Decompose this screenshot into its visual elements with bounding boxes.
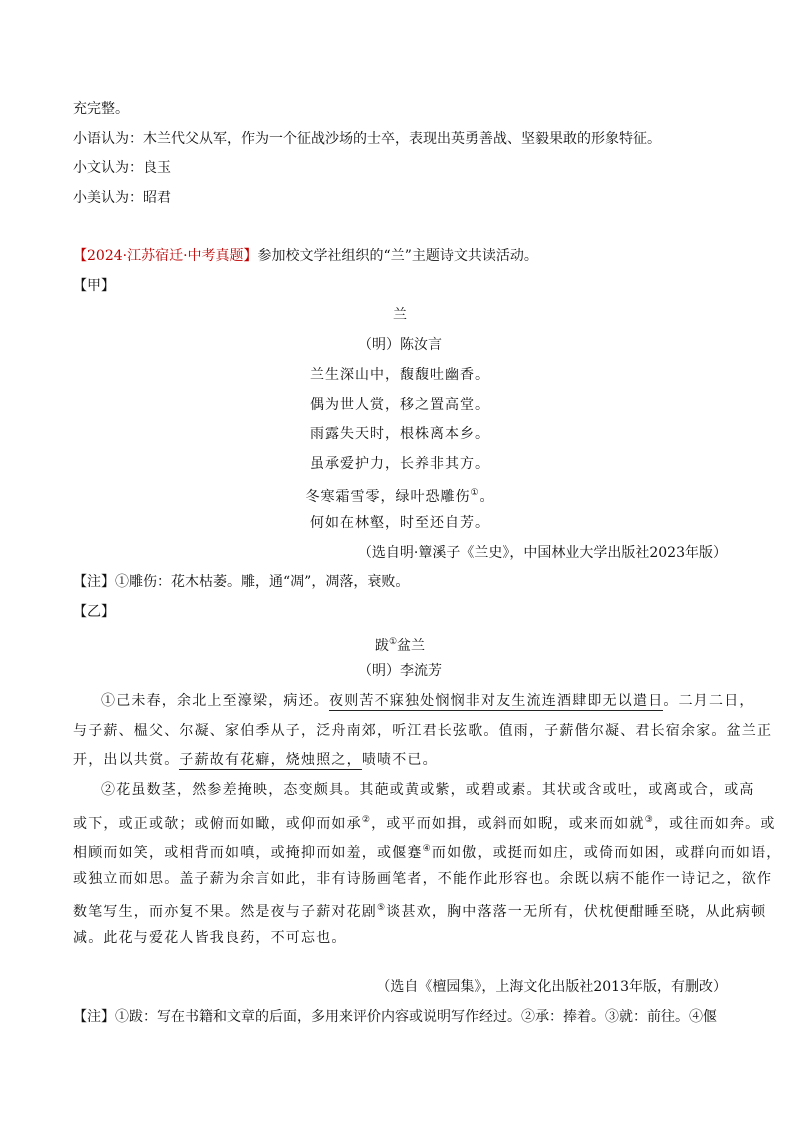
jia-note: 【注】①雕伤：花木枯萎。雕，通“凋”，凋落，衰败。 — [73, 574, 410, 590]
question-line — [73, 247, 538, 265]
intro-line-4: 小美认为：昭君 — [73, 190, 171, 206]
yi-p2-line-6: 减。此花与爱花人皆我良药，不可忘也。 — [73, 930, 347, 946]
yi-title-b: 盆兰 — [397, 638, 426, 654]
yi-title — [0, 633, 800, 655]
note-marker: ① — [388, 637, 398, 647]
yi-p2-line-1: ②花虽数茎，然参差掩映，态变颇具。其葩或黄或紫，或碧或素。其状或含或吐，或离或合，或高 — [101, 782, 755, 798]
jia-source: （选自明·簟溪子《兰史》，中国林业大学出版社2023年版） — [357, 545, 727, 561]
question-source-tag: 【2024·江苏宿迁·中考真题】 — [73, 248, 258, 264]
jia-poem-line-5 — [240, 484, 560, 506]
yi-author: （明）李流芳 — [358, 663, 442, 679]
yi-p2-text: ，或往而如奔。或 — [653, 816, 776, 832]
yi-p2-text: ，或平而如揖，或斜而如睨，或来而如就 — [371, 816, 645, 832]
yi-p1-line-3 — [73, 751, 729, 769]
jia-poem-line-4: 虽承爱护力，长养非其方。 — [310, 456, 490, 472]
yi-p2-line-5 — [73, 899, 767, 921]
underlined-sentence: 夜则苦不寐独处悯悯非对友生流连酒肆即无以遣日 — [329, 693, 664, 709]
yi-title-a: 跋 — [374, 638, 389, 654]
yi-p2-text: 或下，或正或欹；或俯而如瞰，或仰而如承 — [73, 816, 362, 832]
yi-p1-line-2: 与子薪、榅父、尔凝、家伯季从子，泛舟南郊，听江君长弦歌。值雨，子薪偕尔凝、君长宿余家。盆兰正 — [73, 723, 773, 739]
jia-poem-title: 兰 — [393, 307, 407, 323]
yi-p1-text-end: 啧啧不已。 — [361, 752, 438, 768]
yi-p2-text: 而如傲，或挺而如庄，或倚而如困，或群向而如语， — [431, 845, 782, 861]
yi-label: 【乙】 — [73, 604, 115, 620]
intro-line-2: 小语认为：木兰代父从军，作为一个征战沙场的士卒，表现出英勇善战、坚毅果敢的形象特征。 — [73, 131, 661, 147]
jia-label: 【甲】 — [73, 278, 115, 294]
note-marker: ① — [470, 488, 480, 498]
note-marker: ③ — [644, 815, 654, 825]
yi-p2-line-3 — [73, 840, 782, 862]
jia-poem-line-5-text: 冬寒霜雪零，绿叶恐雕伤 — [305, 489, 471, 505]
question-text: 参加校文学社组织的“兰”主题诗文共读活动。 — [257, 248, 538, 264]
jia-poem-author: （明）陈汝言 — [358, 337, 442, 353]
yi-p1-text: ①己未春，余北上至濠梁，病还。 — [101, 693, 329, 709]
jia-poem-line-2: 偶为世人赏，移之置高堂。 — [310, 397, 490, 413]
jia-poem-line-1: 兰生深山中，馥馥吐幽香。 — [310, 367, 490, 383]
yi-p2-line-2 — [73, 811, 776, 833]
jia-poem-line-6: 何如在林壑，时至还自芳。 — [310, 515, 490, 531]
yi-p1-text: 开，出以共赏。 — [73, 752, 180, 768]
yi-p1-line-1 — [101, 692, 757, 710]
yi-p1-text-end: 。二月二日， — [663, 693, 755, 709]
yi-note: 【注】①跋：写在书籍和文章的后面，多用来评价内容或说明写作经过。②承：捧着。③就：前往。④偃 — [73, 1009, 717, 1025]
jia-poem-line-5-end: 。 — [479, 489, 495, 505]
intro-line-3: 小文认为：良玉 — [73, 160, 171, 176]
yi-source: （选自《檀园集》，上海文化出版社2013年版，有删改） — [376, 979, 727, 995]
intro-line-1: 充完整。 — [73, 101, 129, 117]
note-marker: ② — [361, 815, 372, 825]
note-marker: ④ — [422, 844, 432, 854]
yi-p2-line-4: 或独立而如思。盖子薪为余言如此，非有诗肠画笔者，不能作此形容也。余既以病不能作一诗记之，欲作 — [73, 871, 773, 887]
note-marker: ⑤ — [377, 903, 387, 913]
yi-p2-text: 相顾而如笑，或相背而如嗔，或掩抑而如羞，或偃蹇 — [73, 845, 423, 861]
yi-p2-text: 谈甚欢，胸中落落一无所有，伏枕便酣睡至晓，从此病顿 — [386, 904, 767, 920]
yi-p2-text: 数笔写生，而亦复不果。然是夜与子薪对花剧 — [73, 904, 377, 920]
underlined-phrase: 子薪故有花癖，烧烛照之， — [179, 752, 362, 768]
jia-poem-line-3: 雨露失天时，根株离本乡。 — [310, 426, 490, 442]
